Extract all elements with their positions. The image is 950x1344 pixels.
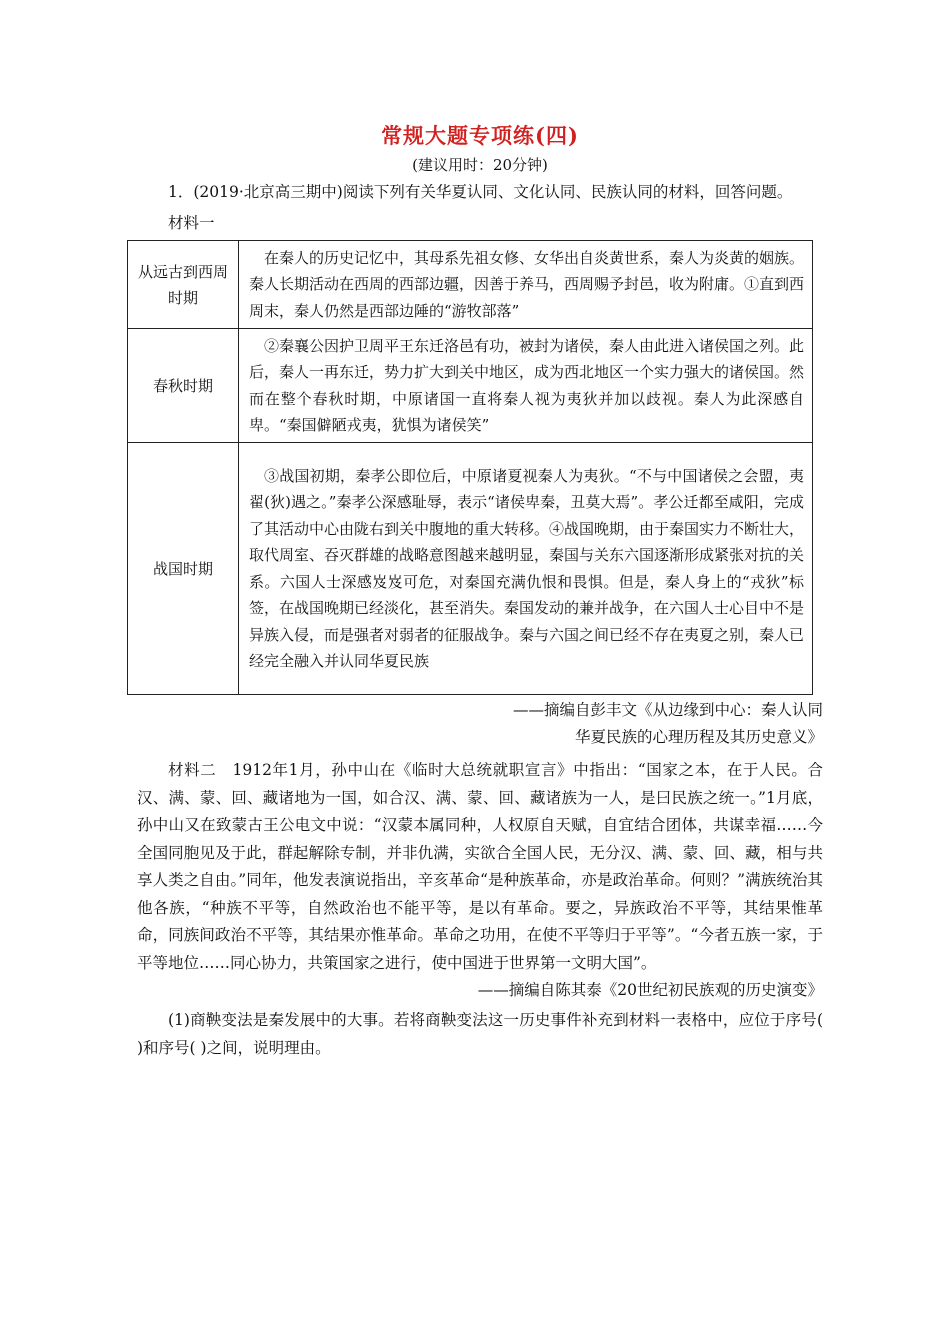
description-cell (239, 241, 813, 329)
material-two-source: ——摘编自陈其泰《20世纪初民族观的历史演变》 (477, 981, 823, 999)
material-one-table (127, 240, 813, 695)
period-cell: 战国时期 (128, 443, 239, 695)
period-cell: 春秋时期 (128, 329, 239, 443)
description-text: 在秦人的历史记忆中，其母系先祖女修、女华出自炎黄世系，秦人为炎黄的姻族。秦人长期活动在西周的西部边疆，因善于养马，西周赐予封邑，收为附庸。①直到西周末，秦人仍然是西部边陲的“游牧部落” (249, 248, 805, 320)
table-row (128, 329, 813, 443)
time-suggestion: (建议用时：20分钟) (412, 156, 548, 174)
document-page (137, 120, 823, 1062)
question-intro: 1．(2019·北京高三期中)阅读下列有关华夏认同、文化认同、民族认同的材料，回答问题。 (168, 183, 793, 201)
material-one-source (137, 697, 823, 751)
description-cell (239, 329, 813, 443)
table-row (128, 241, 813, 329)
page-title: 常规大题专项练(四) (381, 123, 579, 148)
material-one-label: 材料一 (168, 214, 215, 232)
description-text: ③战国初期，秦孝公即位后，中原诸夏视秦人为夷狄。“不与中国诸侯之会盟，夷翟(狄)遇之。”秦孝公深感耻辱，表示“诸侯卑秦，丑莫大焉”。孝公迁都至咸阳，完成了其活动中心由陇右到关中腹地的重大转移。④战国晚期，由于秦国实力不断壮大，取代周室、吞灭群雄的战略意图越来越明显，秦国与关东六国逐渐形成紧张对抗的关系。六国人士深感岌岌可危，对秦国充满仇恨和畏惧。但是，秦人身上的“戎狄”标签，在战国晚期已经淡化，甚至消失。秦国发动的兼并战争，在六国人士心目中不是异族入侵，而是强者对弱者的征服战争。秦与六国之间已经不存在夷夏之别，秦人已经完全融入并认同华夏民族 (249, 466, 805, 670)
source-line: ——摘编自彭丰文《从边缘到中心：秦人认同 (512, 701, 823, 719)
sub-question-1: (1)商鞅变法是秦发展中的大事。若将商鞅变法这一历史事件补充到材料一表格中，应位于序号( )和序号( )之间，说明理由。 (137, 1011, 823, 1057)
source-line: 华夏民族的心理历程及其历史意义》 (574, 728, 823, 746)
period-cell: 从远古到西周时期 (128, 241, 239, 329)
description-cell (239, 443, 813, 695)
description-text: ②秦襄公因护卫周平王东迁洛邑有功，被封为诸侯，秦人由此进入诸侯国之列。此后，秦人一再东迁，势力扩大到关中地区，成为西北地区一个实力强大的诸侯国。然而在整个春秋时期，中原诸国一直将秦人视为夷狄并加以歧视。秦人为此深感自卑。“秦国僻陋戎夷，犹惧为诸侯笑” (249, 336, 805, 434)
table-row (128, 443, 813, 695)
material-two-text: 材料二 1912年1月，孙中山在《临时大总统就职宣言》中指出：“国家之本，在于人民。合汉、满、蒙、回、藏诸地为一国，如合汉、满、蒙、回、藏诸族为一人，是曰民族之统一。”1月底，孙中山又在致蒙古王公电文中说：“汉蒙本属同种，人权原自天赋，自宜结合团体，共谋幸福……今全国同胞见及于此，群起解除专制，并非仇满，实欲合全国人民，无分汉、满、蒙、回、藏，相与共享人类之自由。”同年，他发表演说指出，辛亥革命“是种族革命，亦是政治革命。何则？”满族统治其他各族，“种族不平等，自然政治也不能平等，是以有革命。要之，异族政治不平等，其结果惟革命，同族间政治不平等，其结果亦惟革命。革命之功用，在使不平等归于平等”。“今者五族一家，于平等地位……同心协力，共策国家之进行，使中国进于世界第一文明大国”。 (137, 761, 823, 972)
